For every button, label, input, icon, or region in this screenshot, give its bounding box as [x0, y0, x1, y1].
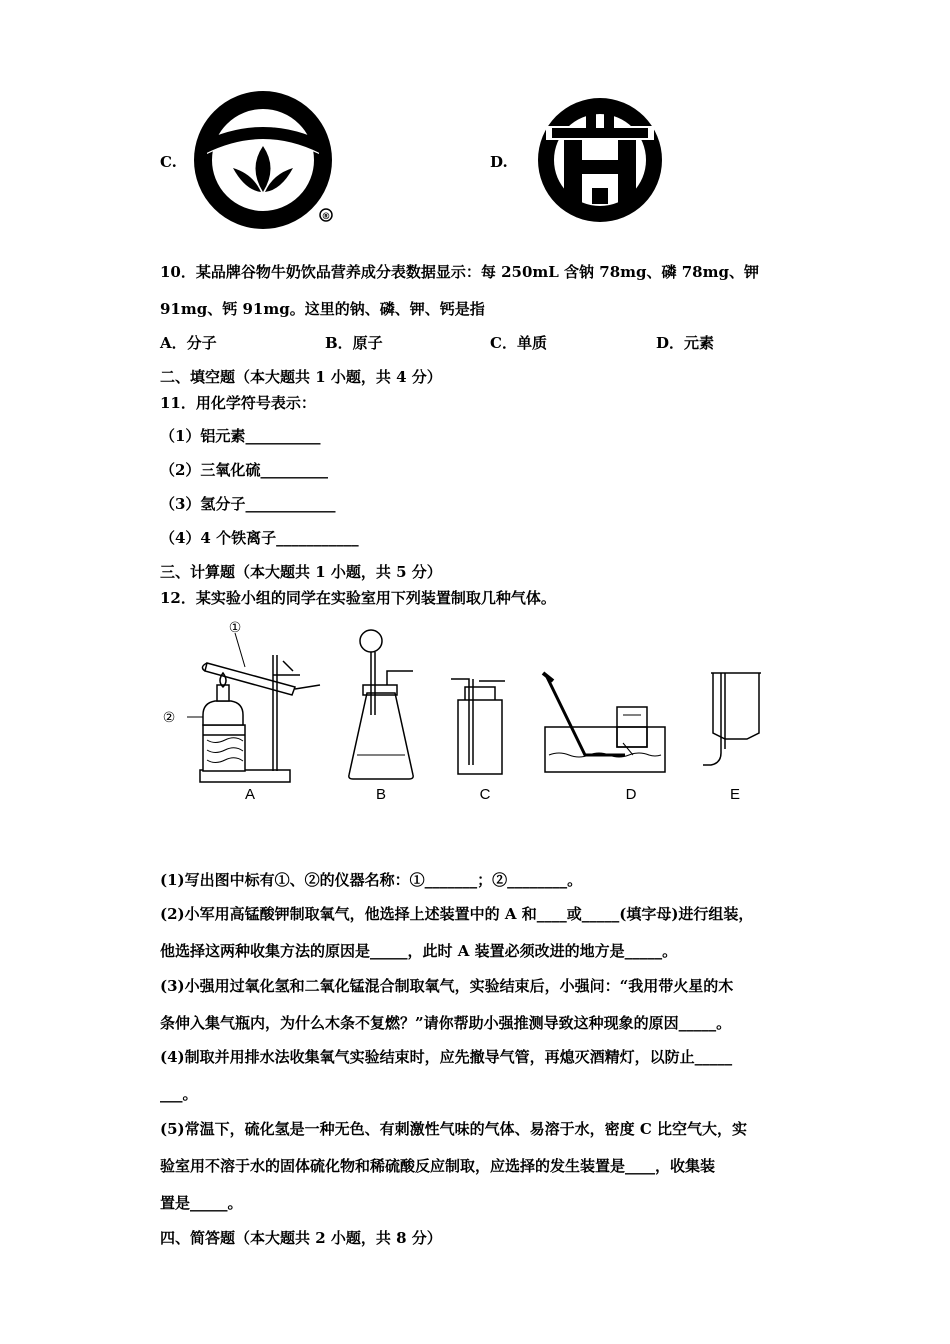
q11-item-3: （3）氢分子____________ — [160, 495, 336, 513]
q12-stem: 12．某实验小组的同学在实验室用下列装置制取几种气体。 — [160, 589, 556, 607]
q11-stem: 11．用化学符号表示： — [160, 394, 316, 412]
apparatus-a — [163, 620, 320, 782]
label-d: D — [625, 786, 637, 803]
q12-part-4-line-2: ___。 — [160, 1085, 198, 1103]
option-d-label: D. — [490, 153, 508, 171]
q10-option-c: C．单质 — [490, 334, 547, 352]
option-c-label: C. — [160, 153, 177, 171]
apparatus-e — [703, 673, 761, 765]
q12-part-5-line-2: 验室用不溶于水的固体硫化物和稀硫酸反应制取，应选择的发生装置是____，收集装 — [160, 1157, 716, 1175]
green-food-logo — [193, 88, 341, 228]
section-4-title: 四、简答题（本大题共 2 小题，共 8 分） — [160, 1229, 442, 1247]
q11-item-1: （1）铝元素__________ — [160, 427, 321, 445]
green-food-logo-graphic — [193, 88, 341, 228]
circular-seal-logo-graphic — [530, 90, 670, 230]
registered-mark: ® — [321, 212, 331, 222]
q12-part-5-line-1: (5)常温下，硫化氢是一种无色、有刺激性气味的气体、易溶于水，密度 C 比空气大，实 — [160, 1120, 748, 1138]
apparatus-b — [349, 630, 413, 779]
q12-part-3-line-2: 条伸入集气瓶内，为什么木条不复燃？”请你帮助小强推测导致这种现象的原因_____。 — [160, 1014, 732, 1032]
q10-line-2: 91mg、钙 91mg。这里的钠、磷、钾、钙是指 — [160, 300, 485, 318]
apparatus-figure — [155, 615, 785, 810]
label-a: A — [244, 786, 256, 803]
q10-option-d: D．元素 — [656, 334, 715, 352]
q12-part-4-line-1: (4)制取并用排水法收集氧气实验结束时，应先撤导气管，再熄灭酒精灯，以防止_____ — [160, 1048, 733, 1066]
apparatus-d — [543, 673, 665, 772]
q10-line-1: 10．某品牌谷物牛奶饮品营养成分表数据显示：每 250mL 含钠 78mg、磷 78mg、钾 — [160, 263, 759, 281]
label-c: C — [479, 786, 491, 803]
mark-2: ② — [162, 710, 176, 726]
q10-option-a: A．分子 — [160, 334, 217, 352]
section-2-title: 二、填空题（本大题共 1 小题，共 4 分） — [160, 368, 442, 386]
label-b: B — [375, 786, 387, 803]
q12-part-2-line-2: 他选择这两种收集方法的原因是_____，此时 A 装置必须改进的地方是_____。 — [160, 942, 678, 960]
apparatus-c — [451, 679, 505, 774]
q12-part-3-line-1: (3)小强用过氧化氢和二氧化锰混合制取氧气，实验结束后，小强问：“我用带火星的木 — [160, 977, 734, 995]
q10-option-b: B．原子 — [325, 334, 383, 352]
q12-part-1: (1)写出图中标有①、②的仪器名称：①_______；②________。 — [160, 871, 583, 889]
q12-part-5-line-3: 置是_____。 — [160, 1194, 243, 1212]
q11-item-4: （4）4 个铁离子___________ — [160, 529, 359, 547]
mark-1: ① — [228, 620, 242, 636]
q12-part-2-line-1: (2)小军用高锰酸钾制取氧气，他选择上述装置中的 A 和____或_____(填字母)进行组装， — [160, 905, 754, 923]
label-e: E — [729, 786, 741, 803]
section-3-title: 三、计算题（本大题共 1 小题，共 5 分） — [160, 563, 442, 581]
circular-seal-logo — [530, 90, 670, 230]
q11-item-2: （2）三氧化硫_________ — [160, 461, 328, 479]
